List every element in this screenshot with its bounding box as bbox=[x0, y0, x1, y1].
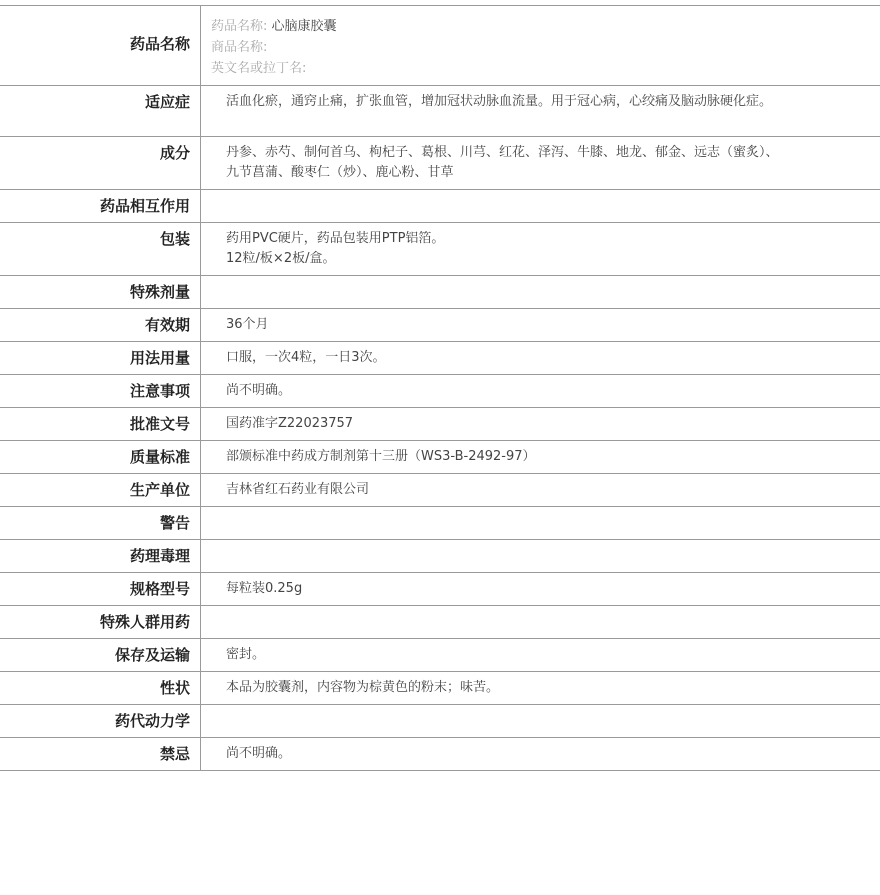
value-line: 口服，一次4粒，一日3次。 bbox=[226, 348, 790, 368]
row-label: 特殊剂量 bbox=[0, 276, 201, 309]
table-row-special-populations bbox=[0, 606, 880, 639]
row-value bbox=[201, 276, 880, 309]
value-line: 丹参、赤芍、制何首乌、枸杞子、葛根、川芎、红花、泽泻、牛膝、地龙、郁金、远志（蜜炙）、九节菖蒲、酸枣仁（炒）、鹿心粉、甘草 bbox=[226, 143, 790, 183]
english-name-key: 英文名或拉丁名: bbox=[211, 61, 306, 76]
row-value bbox=[201, 738, 880, 771]
row-value bbox=[201, 223, 880, 276]
table-row-specification bbox=[0, 573, 880, 606]
row-value bbox=[201, 342, 880, 375]
table-row-dosage bbox=[0, 342, 880, 375]
row-label: 药品名称 bbox=[0, 6, 201, 86]
table-row-pharmacokinetics bbox=[0, 705, 880, 738]
row-label: 规格型号 bbox=[0, 573, 201, 606]
table-row-quality-standard bbox=[0, 441, 880, 474]
table-row-ingredients bbox=[0, 137, 880, 190]
table-row-manufacturer bbox=[0, 474, 880, 507]
table-row-contraindications bbox=[0, 738, 880, 771]
row-value bbox=[201, 639, 880, 672]
row-label: 特殊人群用药 bbox=[0, 606, 201, 639]
row-label: 禁忌 bbox=[0, 738, 201, 771]
row-label: 用法用量 bbox=[0, 342, 201, 375]
row-value bbox=[201, 705, 880, 738]
row-value bbox=[201, 474, 880, 507]
table-row-precautions bbox=[0, 375, 880, 408]
value-line: 吉林省红石药业有限公司 bbox=[226, 480, 790, 500]
value-line: 本品为胶囊剂，内容物为棕黄色的粉末；味苦。 bbox=[226, 678, 790, 698]
table-row-packaging bbox=[0, 223, 880, 276]
row-value bbox=[201, 137, 880, 190]
value-line: 部颁标准中药成方制剂第十三册（WS3-B-2492-97） bbox=[226, 447, 790, 467]
row-value bbox=[201, 375, 880, 408]
value-line: 尚不明确。 bbox=[226, 744, 790, 764]
row-value bbox=[201, 441, 880, 474]
value-line: 密封。 bbox=[226, 645, 790, 665]
row-label: 注意事项 bbox=[0, 375, 201, 408]
trade-name-line bbox=[211, 37, 880, 58]
row-label: 保存及运输 bbox=[0, 639, 201, 672]
table-row-drug-names bbox=[0, 6, 880, 86]
row-label: 生产单位 bbox=[0, 474, 201, 507]
row-label: 警告 bbox=[0, 507, 201, 540]
row-label: 药品相互作用 bbox=[0, 190, 201, 223]
generic-name-value: 心脑康胶囊 bbox=[272, 19, 337, 34]
table-row-interactions bbox=[0, 190, 880, 223]
generic-name-key: 药品名称: bbox=[211, 19, 267, 34]
trade-name-key: 商品名称: bbox=[211, 40, 267, 55]
table-row-special-dosage bbox=[0, 276, 880, 309]
row-label: 批准文号 bbox=[0, 408, 201, 441]
value-line: 36个月 bbox=[226, 315, 790, 335]
value-line: 12粒/板×2板/盒。 bbox=[226, 249, 790, 269]
drug-names-cell bbox=[201, 6, 880, 86]
row-value bbox=[201, 309, 880, 342]
row-value bbox=[201, 540, 880, 573]
row-value bbox=[201, 408, 880, 441]
english-name-line bbox=[211, 58, 880, 79]
table-row-shelf-life bbox=[0, 309, 880, 342]
value-line: 药用PVC硬片，药品包装用PTP铝箔。 bbox=[226, 229, 790, 249]
row-value bbox=[201, 190, 880, 223]
value-line: 国药准字Z22023757 bbox=[226, 414, 790, 434]
row-value bbox=[201, 507, 880, 540]
table-row-warning bbox=[0, 507, 880, 540]
row-label: 有效期 bbox=[0, 309, 201, 342]
row-label: 性状 bbox=[0, 672, 201, 705]
row-label: 适应症 bbox=[0, 86, 201, 137]
value-line: 活血化瘀，通窍止痛，扩张血管，增加冠状动脉血流量。用于冠心病，心绞痛及脑动脉硬化症。 bbox=[226, 92, 790, 112]
row-value bbox=[201, 606, 880, 639]
table-row-pharmacology bbox=[0, 540, 880, 573]
row-label: 药代动力学 bbox=[0, 705, 201, 738]
row-label: 质量标准 bbox=[0, 441, 201, 474]
table-row-indications bbox=[0, 86, 880, 137]
table-row-storage bbox=[0, 639, 880, 672]
generic-name-line bbox=[211, 16, 880, 37]
row-value bbox=[201, 672, 880, 705]
row-label: 成分 bbox=[0, 137, 201, 190]
value-line: 尚不明确。 bbox=[226, 381, 790, 401]
row-label: 药理毒理 bbox=[0, 540, 201, 573]
drug-info-table bbox=[0, 5, 880, 771]
row-value bbox=[201, 573, 880, 606]
table-row-approval-number bbox=[0, 408, 880, 441]
row-value bbox=[201, 86, 880, 137]
row-label: 包装 bbox=[0, 223, 201, 276]
table-row-description bbox=[0, 672, 880, 705]
value-line: 每粒装0.25g bbox=[226, 579, 790, 599]
